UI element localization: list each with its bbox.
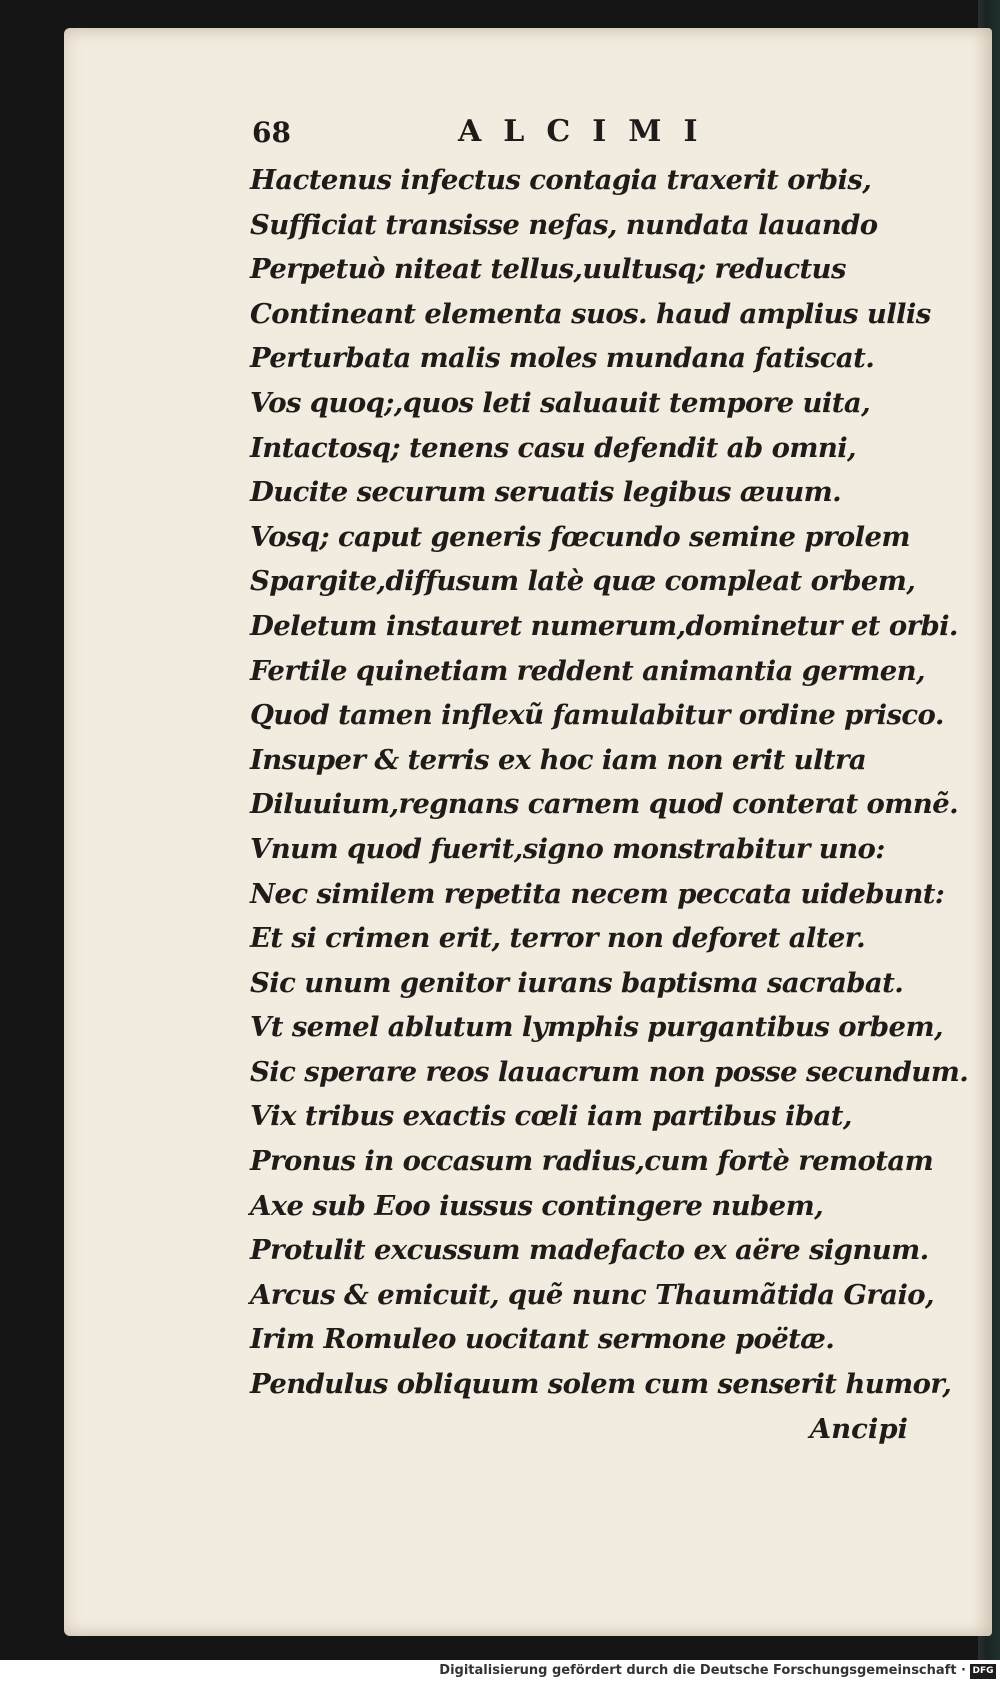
running-head: [250, 110, 930, 158]
verse-line: Quod tamen inflexũ famulabitur ordine prisco.: [250, 699, 944, 732]
verse-list: [250, 158, 969, 1407]
verse-line: Vt semel ablutum lymphis purgantibus orbem,: [250, 1011, 943, 1044]
footer-credit: Digitalisierung gefördert durch die Deutsche Forschungsgemeinschaft ·: [439, 1663, 966, 1678]
verse-line: Vix tribus exactis cœli iam partibus ibat,: [250, 1100, 852, 1133]
verse-line: Ducite securum seruatis legibus æuum.: [250, 476, 842, 509]
verse-line: Insuper & terris ex hoc iam non erit ultra: [250, 743, 867, 776]
dfg-logo: DFG: [970, 1664, 996, 1679]
verse-line: Irim Romuleo uocitant sermone poëtæ.: [250, 1323, 835, 1356]
verse-line: Contineant elementa suos. haud amplius ullis: [250, 297, 931, 330]
verse-line: Arcus & emicuit, quẽ nunc Thaumãtida Graio,: [250, 1278, 935, 1311]
verse-line: Nec similem repetita necem peccata uidebunt:: [250, 877, 945, 910]
verse-line: Sic sperare reos lauacrum non posse secundum.: [250, 1055, 969, 1088]
catchword: Ancipi: [809, 1412, 908, 1445]
page-text: [250, 110, 969, 1451]
verse-line: Vnum quod fuerit,signo monstrabitur uno:: [250, 832, 885, 865]
verse-line: Axe sub Eoo iussus contingere nubem,: [250, 1189, 824, 1222]
verse-line: Deletum instauret numerum,dominetur et orbi.: [250, 609, 958, 642]
verse-line: Spargite,diffusum latè quæ compleat orbem,: [250, 565, 916, 598]
verse-line: Vosq; caput generis fœcundo semine prolem: [250, 520, 910, 553]
verse-line: Perpetuò niteat tellus,uultusq; reductus: [250, 253, 846, 286]
verse-line: Vos quoq;,quos leti saluauit tempore uita,: [250, 386, 871, 419]
verse-line: Sic unum genitor iurans baptisma sacrabat.: [250, 966, 904, 999]
verse-line: Fertile quinetiam reddent animantia germen,: [250, 654, 925, 687]
verse-line: Intactosq; tenens casu defendit ab omni,: [250, 431, 857, 464]
verse-line: Hactenus infectus contagia traxerit orbis,: [250, 164, 872, 196]
verse-line: Et si crimen erit, terror non deforet alter.: [250, 922, 866, 955]
verse-line: Perturbata malis moles mundana fatiscat.: [250, 342, 875, 375]
verse-line: Pendulus obliquum solem cum senserit humor,: [250, 1368, 952, 1401]
footer-bar: [0, 1660, 1000, 1684]
verse-line: Protulit excussum madefacto ex aëre signum.: [250, 1234, 929, 1267]
running-title: ALCIMI: [458, 114, 720, 149]
verse-line: Pronus in occasum radius,cum fortè remotam: [250, 1145, 934, 1178]
verse-line: Sufficiat transisse nefas, nundata lauando: [250, 208, 878, 241]
verse-line: Diluuium,regnans carnem quod conterat omnẽ.: [250, 788, 959, 821]
page-number: 68: [252, 116, 291, 149]
